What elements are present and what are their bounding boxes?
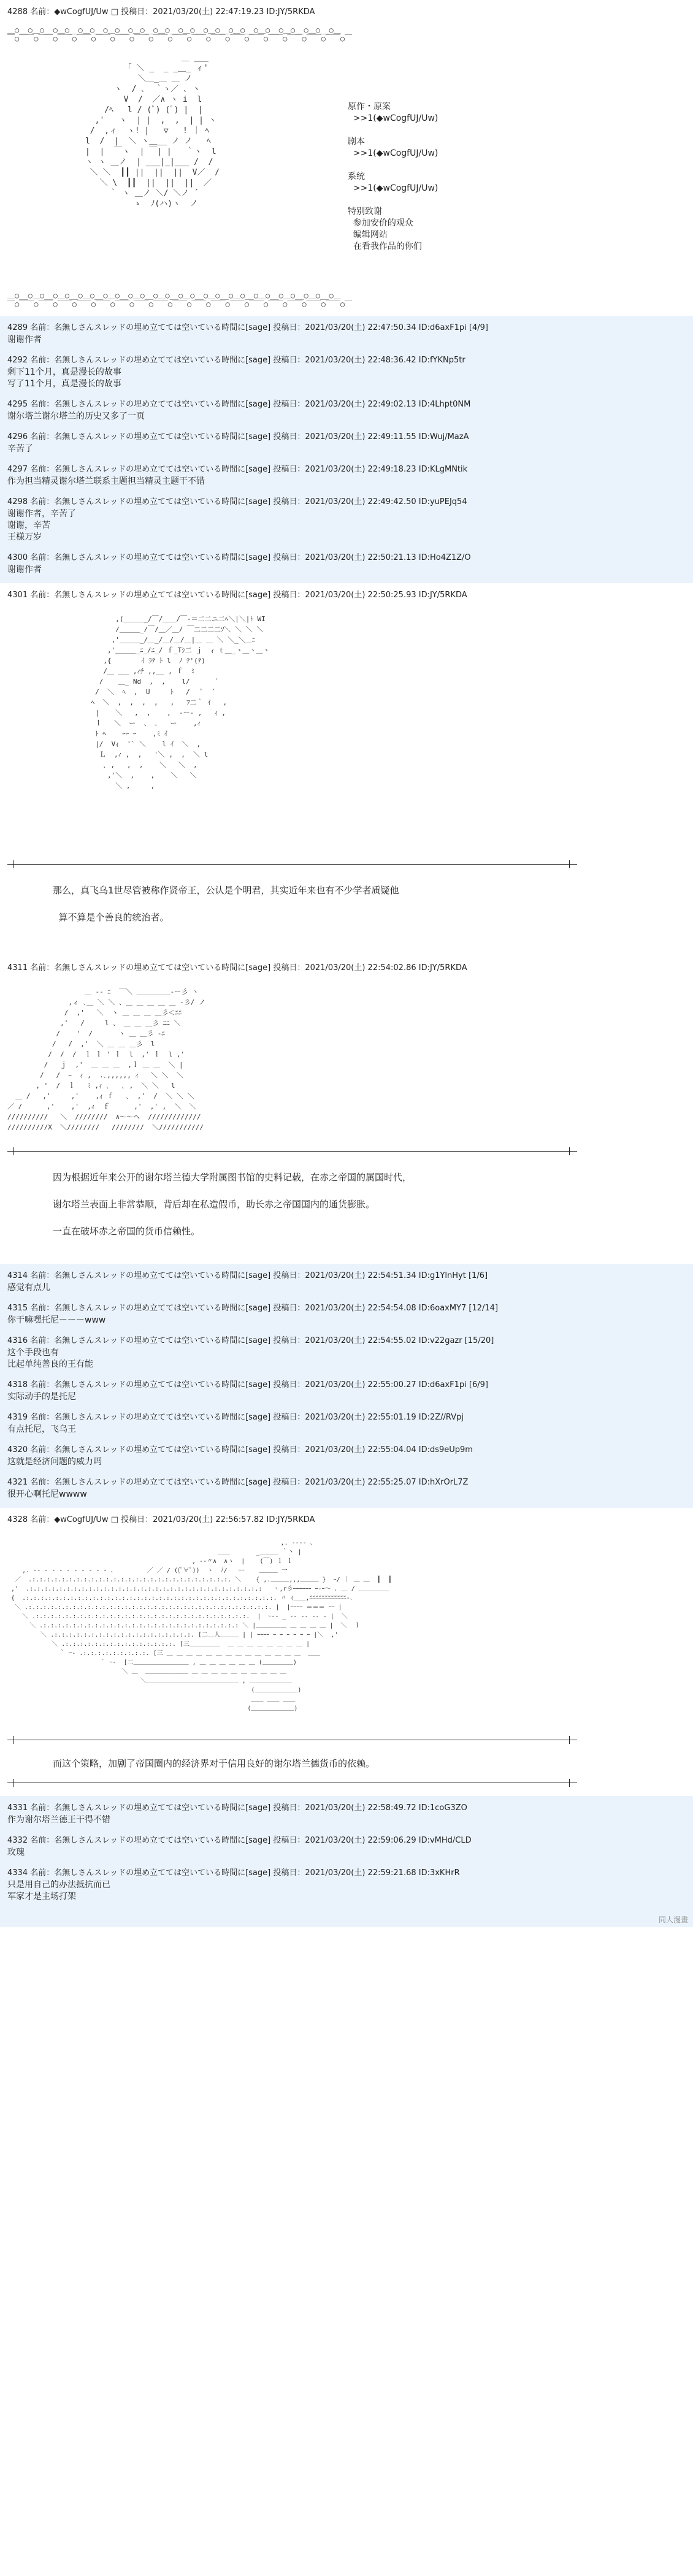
post-4288: [0, 0, 693, 316]
post-header: 4301 名前：名無しさんスレッドの埋め立てては空いている時間に[sage] 投稿日：2021/03/20(土) 22:50:25.93 ID:JY/5RKDA: [7, 590, 467, 600]
divider-rule: [7, 1778, 577, 1789]
decorative-border-top: ＿○__○＿○__○＿○__○＿○__○＿○__○＿○__○＿○__○＿○__○＿○__○＿○__○＿○__○＿○__○＿○__○＿ ￣○￣￣○￣￣○￣￣○￣￣○￣￣○￣￣○￣￣○￣￣○￣￣○￣￣○￣￣○￣￣○￣￣○￣￣○￣￣○￣￣○￣￣○￣: [7, 26, 353, 43]
reply-post: [7, 464, 684, 487]
reply-post: [7, 552, 684, 576]
reply-group-3: [0, 1796, 693, 1927]
reply-body: 辛苦了: [7, 444, 33, 454]
post-header: 4311 名前：名無しさんスレッドの埋め立てては空いている時間に[sage] 投稿日：2021/03/20(土) 22:54:02.86 ID:JY/5RKDA: [7, 963, 467, 973]
reply-post: [7, 1270, 684, 1294]
ascii-art-character: ,(＿＿＿_/￣/＿＿/￣-＝二二ニ二ﾍ＼|＼|ﾄ WI /＿＿＿_/￣/＿／＿/ ￣二二二二ｿ＼ ＼ ＼ ＼ ,'＿＿＿_/＿_/＿/＿/＿|＿ ＿ ＼ ＼_＼＿ﾆ ,'＿＿＿_ﾆ_/ﾆ_/ ｆ_Tｼ二 ｊ ｨ ｔ＿_ヽ＿ヽ＿ヽ ,{ ｲ ﾗﾃ ﾄ l ﾉ ﾃ'(ﾃ) /＿ ＿_ ,ｨﾁ ,,__ , ｆ ﾐ / ＿_ Nd , , l/ ´ / ＼ ﾍ , U ﾄ / ﾟ ´ ﾍ ＼ , , , , , ﾌ二｀ ｲ , | ＼ , , , -ー- , ｨ , ｌ ＼ ー 、 ､ ー ,ｨ ﾄ ﾍ ｰｰ ｰ ,ﾐ ｲ |/ Vｨ '` ＼ l ｲ ＼ , Ｌ ,ｨ , , '＼ , , ＼ l ､ , , , ＼ ＼ , ,'＼ , , ＼ ＼ ＼ , ,: [91, 615, 270, 790]
reply-body: 作为谢尔塔兰德王干得不错: [7, 1815, 110, 1825]
reply-body: 谢谢作者: [7, 565, 42, 575]
reply-header: 4321 名前：名無しさんスレッドの埋め立てては空いている時間に[sage] 投稿日：2021/03/20(土) 22:55:25.07 ID:hXrOrL7Z: [7, 1478, 469, 1487]
reply-header: 4295 名前：名無しさんスレッドの埋め立てては空いている時間に[sage] 投稿日：2021/03/20(土) 22:49:02.13 ID:4Lhpt0NM: [7, 400, 471, 409]
aa-art-block: [7, 43, 684, 291]
narration-text: 而这个策略，加剧了帝国圈内的经济界对于信用良好的谢尔塔兰德货币的依赖。: [53, 1758, 375, 1769]
reply-header: 4296 名前：名無しさんスレッドの埋め立てては空いている時間に[sage] 投稿日：2021/03/20(土) 22:49:11.55 ID:Wuj/MazA: [7, 432, 469, 441]
reply-body: 这就是经济问题的威力吗: [7, 1457, 102, 1467]
reply-header: 4318 名前：名無しさんスレッドの埋め立てては空いている時間に[sage] 投稿日：2021/03/20(土) 22:55:00.27 ID:d6axF1pi [6/9]: [7, 1380, 488, 1389]
post-header: 4288 名前：◆wCogfUJ/Uw □ 投稿日：2021/03/20(土) 22:47:19.23 ID:JY/5RKDA: [7, 7, 315, 17]
post-4328: [0, 1508, 693, 1796]
reply-post: [7, 1802, 684, 1826]
narration-text: 因为根据近年来公开的谢尔塔兰德大学附属图书馆的史料记载，在赤之帝国的属国时代， 谢尔塔兰表面上非常恭顺，背后却在私造假币，助长赤之帝国国内的通货膨胀。 一直在破坏赤之帝国的货币信赖性。: [53, 1172, 412, 1237]
ascii-art-character: ＿ ___ 「 ＼ _ _ _＿_ ィ' ＼＿_＿ ＿ ノ ヽ / ､ ｀ヽ／ ､ ヽ V / ／∧ ヽ i l /ﾍ l / (ﾟ) (ﾟ) | | ,' ヽ | | , , | | ヽ / ,ィ ヽ! | ▽ ! ｜ ﾍ l / | ＼ ヽ＿__ ノ ノ ﾍ | | ￣ヽ | ￣| | ｀ヽ l ヽ ヽ ＿ノ | ___|_|___ / / ＼ ＼ ┃┃ || || || V／ / ＼ \ ┃┃ || || || ／ ｀ ヽ ＿ノ ＼/ ＼ノ ´ ゝ ﾉ(ハ)ヽ ノ: [85, 53, 220, 208]
reply-body: 谢谢作者，辛苦了 谢谢，辛苦 王様万岁: [7, 509, 76, 542]
reply-header: 4300 名前：名無しさんスレッドの埋め立てては空いている時間に[sage] 投稿日：2021/03/20(土) 22:50:21.13 ID:Ho4Z1Z/O: [7, 553, 471, 562]
reply-body: 实际动手的是托尼: [7, 1392, 76, 1402]
divider-rule: [7, 1735, 577, 1746]
reply-post: [7, 322, 684, 346]
reply-post: [7, 431, 684, 455]
reply-post: [7, 1412, 684, 1435]
reply-post: [7, 1335, 684, 1370]
ascii-art-character: ＿ -‐ ﾆ ￣＼ ＿＿＿＿＿-ー彡 ヽ ,ィ ､＿ ＼ ＼ 、＿ ＿ ＿ ＿ ＿ -彡/ ノ / ,' ＼ ヽ ＿ ＿ ＿ ＿彡＜ﾆﾆ ,' / l 、 ＿ ＿ ＿彡 ﾆﾆ ＼ / ' / ヽ ＿ ＿彡 ‐ﾆ / / ,' ＼ ＿ ＿ ＿彡 l / / / ｌ ｌ ' ｌ l ,' ｌ l ,' / ｊ ,' ＿ ＿ ＿ ,ｌ ＿ ＿ ＼ | / / ｰ ｨ , .､,,,,,, ｨ ＼ ＼ ＼ , ' / ｌ ﾐ ,ｨ ､ ､ , ＼ ＼ l ＿ / ,' ,' ,ｨ ｆ ､ ,' / ＼ ＼ ＼ ／ / ,' ,' ,ｨ ｆ ,' ,' , ＼ ＼ ////////// ＼ //////// ∧〜〜ヘ ///////////// //////////X ＼//////// //////// ＼///////////: [7, 988, 205, 1131]
reply-body: 玫瑰: [7, 1848, 25, 1857]
credits-text: 原作・原案 >>1(◆wCogfUJ/Uw) 剧本 >>1(◆wCogfUJ/Uw) 系统 >>1(◆wCogfUJ/Uw) 特别致谢 参加安价的观众 编辑网站 在看我作品的你们: [348, 102, 438, 251]
reply-post: [7, 1835, 684, 1859]
reply-header: 4292 名前：名無しさんスレッドの埋め立てては空いている時間に[sage] 投稿日：2021/03/20(土) 22:48:36.42 ID:fYKNp5tr: [7, 356, 465, 365]
reply-header: 4319 名前：名無しさんスレッドの埋め立てては空いている時間に[sage] 投稿日：2021/03/20(土) 22:55:01.19 ID:2Z//RVpj: [7, 1413, 464, 1422]
reply-body: 谢尔塔兰谢尔塔兰的历史又多了一页: [7, 411, 145, 421]
divider-rule: [7, 1146, 577, 1157]
reply-body: 有点托尼，飞乌王: [7, 1424, 76, 1434]
reply-body: 作为担当精灵谢尔塔兰联系主题担当精灵主题干不错: [7, 476, 205, 486]
reply-post: [7, 1302, 684, 1326]
reply-body: 剩下11个月，真是漫长的故事 写了11个月，真是漫长的故事: [7, 367, 121, 389]
reply-body: 很开心啊托尼wwww: [7, 1489, 87, 1499]
reply-header: 4331 名前：名無しさんスレッドの埋め立てては空いている時間に[sage] 投稿日：2021/03/20(土) 22:58:49.72 ID:1coG3ZO: [7, 1803, 467, 1813]
decorative-border-bottom: ＿○__○＿○__○＿○__○＿○__○＿○__○＿○__○＿○__○＿○__○＿○__○＿○__○＿○__○＿○__○＿○__○＿ ￣○￣￣○￣￣○￣￣○￣￣○￣￣○￣￣○￣￣○￣￣○￣￣○￣￣○￣￣○￣￣○￣￣○￣￣○￣￣○￣￣○￣￣○￣: [7, 291, 353, 308]
reply-body: 你干嘛嘿托尼ーーーwww: [7, 1315, 106, 1325]
reply-post: [7, 354, 684, 390]
footer-watermark: 同人漫畫: [658, 1916, 688, 1924]
reply-group-2: [0, 1264, 693, 1508]
reply-header: 4320 名前：名無しさんスレッドの埋め立てては空いている時間に[sage] 投稿日：2021/03/20(土) 22:55:04.04 ID:ds9eUp9m: [7, 1445, 473, 1454]
reply-body: 这个手段也有 比起单纯善良的王有能: [7, 1348, 93, 1369]
divider-rule: [7, 859, 577, 870]
reply-header: 4289 名前：名無しさんスレッドの埋め立てては空いている時間に[sage] 投稿日：2021/03/20(土) 22:47:50.34 ID:d6axF1pi [4/9]: [7, 323, 488, 332]
reply-post: [7, 1477, 684, 1500]
reply-header: 4316 名前：名無しさんスレッドの埋め立てては空いている時間に[sage] 投稿日：2021/03/20(土) 22:54:55.02 ID:v22gazr [15/20]: [7, 1336, 494, 1345]
post-4311: [0, 956, 693, 1264]
reply-body: 感觉有点儿: [7, 1283, 50, 1293]
reply-header: 4332 名前：名無しさんスレッドの埋め立てては空いている時間に[sage] 投稿日：2021/03/20(土) 22:59:06.29 ID:vMHd/CLD: [7, 1836, 472, 1845]
reply-post: [7, 1379, 684, 1403]
post-4301: [0, 583, 693, 956]
reply-body: 只是用自己的办法抵抗而已 军家才是主场打架: [7, 1880, 110, 1901]
reply-post: [7, 1867, 684, 1903]
reply-header: 4297 名前：名無しさんスレッドの埋め立てては空いている時間に[sage] 投稿日：2021/03/20(土) 22:49:18.23 ID:KLgMNtik: [7, 465, 468, 474]
reply-header: 4315 名前：名無しさんスレッドの埋め立てては空いている時間に[sage] 投稿日：2021/03/20(土) 22:54:54.08 ID:6oaxMY7 [12/14]: [7, 1304, 499, 1313]
reply-post: [7, 1444, 684, 1468]
reply-header: 4314 名前：名無しさんスレッドの埋め立てては空いている時間に[sage] 投稿日：2021/03/20(土) 22:54:51.34 ID:g1YlnHyt [1/6]: [7, 1271, 488, 1280]
reply-header: 4298 名前：名無しさんスレッドの埋め立てては空いている時間に[sage] 投稿日：2021/03/20(土) 22:49:42.50 ID:yuPEJq54: [7, 497, 467, 506]
post-header: 4328 名前：◆wCogfUJ/Uw □ 投稿日：2021/03/20(土) 22:56:57.82 ID:JY/5RKDA: [7, 1515, 315, 1524]
ascii-art-cauldron: ,. -‐‐- ､ ＿＿ _＿＿＿ ｀丶 | , -‐〃∧ ∧ヽ | (￣) ｌ ｌ ,. -‐ ‐ ‐ ‐ ‐ ‐ ‐ ‐ ‐ - ､ ／ ／ / ((ﾟ∀ﾟ)) ヽ ﾉ/ ｰｰ ＿＿＿ 一 ／ .:.:.:.:.:.:.:.:.:.:.:.:.:.:.:.:.:.:.:.:.:.:.:.:.:.:.:. ＼ { ,.＿＿＿,,,＿＿＿ } ｰ/ ｜ ＿ ＿ ┃ ┃ ,' .:.:.:.:.:.:.:.:.:.:.:.:.:.:.:.:.:.:.:.:.:.:.:.:.:.:.:.:.:.:.:.: ヽ,r彡ｰｰｰｰｰｰ ｰ-ｰ〜 ､ ＿ / ＿＿＿＿＿ { .:.:.:.:.:.:.:.:.:.:.:.:.:.:.:.:.:.:.:.:.:.:.:.:.:.:.:.:.:.:.:.:.:.:. 〃 ｨ＿＿,ﾆﾆﾆﾆﾆﾆﾆﾆﾆﾆﾆﾆ-､ ＼ .:.:.:.:.:.:.:.:.:.:.:.:.:.:.:.:.:.:.:.:.:.:.:.:.:.:.:.:.:.:.:.:.:. | |ｰｰｰｰ ＝＝＝ ｰｰ | ＼ .:.:.:.:.:.:.:.:.:.:.:.:.:.:.:.:.:.:.:.:.:.:.:.:.:.:.:.:.:. | ｰ‐‐ _ ‐‐ ‐‐ ‐‐ ‐ | ＼ ＼ .:.:.:.:.:.:.:.:.:.:.:.:.:.:.:.:.:.:.:.:.:.:.:.:.:.:.: ＼ |＿＿＿＿＿ ＿ ＿ ＿ ＿ | ＼ ｌ ＼ .:.:.:.:.:.:.:.:.:.:.:.:.:.:.:.:.:.:.:. [二＿人＿＿＿ | | ｰｰｰｰ ｰ ｰ ｰ ｰ ｰ ｰ |＼ ,' ＼ .:.:.:.:.:.:.:.:.:.:.:.:.:.:.:. [三＿＿＿＿＿ ＿ ＿ ＿ ＿ ＿ ＿ ＿ ＿ | ｀ ｰ- .:.:.:.:.:.:.:.:.:. [三 ＿ ＿ ＿ ＿ ＿ ＿ ＿ ＿ ＿ ＿ ＿ ＿ ＿ ＿ ＿＿ ｀ ｰ‐ [二＿＿＿＿＿＿＿＿＿ , ＿ ＿ ＿ ＿ ＿ ＿ (＿＿＿＿＿) ＼ ＿ ＿＿＿＿＿＿＿ ＿ ＿ ＿ ＿ ＿ ＿ ＿ ＿ ＿ ＿ ＼＿＿＿＿＿＿＿＿＿＿＿＿＿＿＿ , ＿＿＿＿＿＿＿ (＿＿＿＿＿＿＿) ＿＿ ＿＿ ＿＿ (＿＿＿＿＿＿＿): [11, 1540, 392, 1712]
reply-body: 谢谢作者: [7, 335, 42, 345]
reply-post: [7, 496, 684, 543]
reply-post: [7, 399, 684, 422]
narration-text: 那么，真飞乌1世尽管被称作贤帝王，公认是个明君，其实近年来也有不少学者质疑他 算不算是个善良的统治者。: [53, 885, 399, 923]
reply-group-1: [0, 316, 693, 583]
reply-header: 4334 名前：名無しさんスレッドの埋め立てては空いている時間に[sage] 投稿日：2021/03/20(土) 22:59:21.68 ID:3xKHrR: [7, 1868, 460, 1878]
